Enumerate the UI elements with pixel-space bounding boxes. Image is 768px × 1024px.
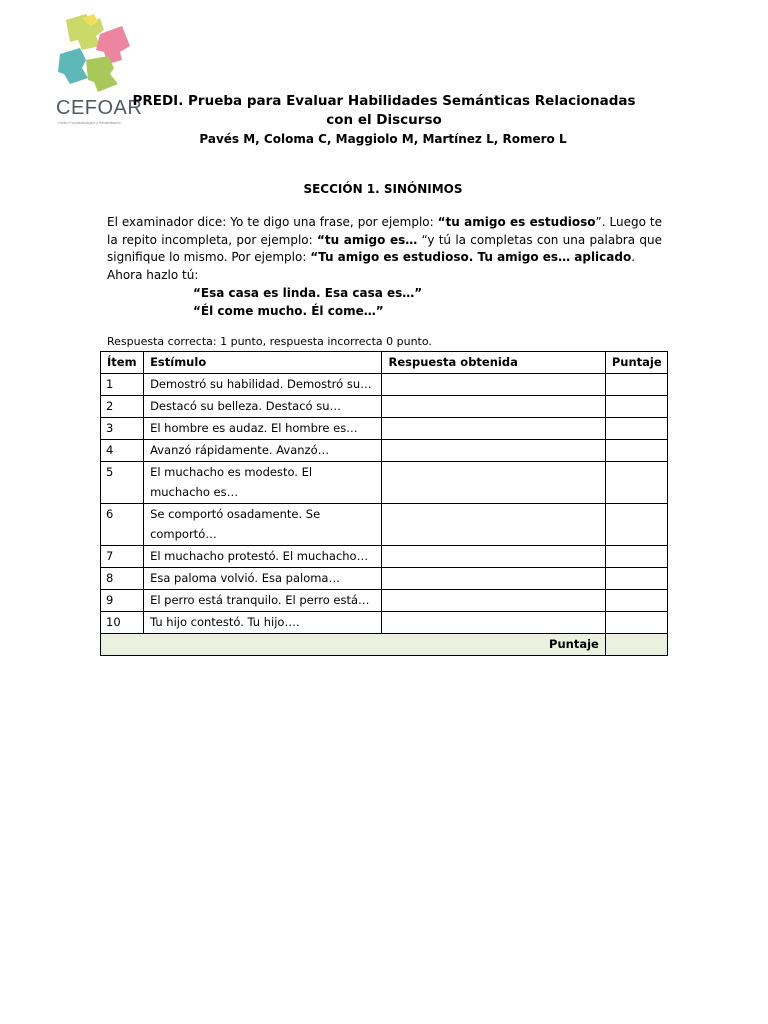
score-cell[interactable] xyxy=(605,590,667,612)
stimulus-cell: Avanzó rápidamente. Avanzó… xyxy=(144,440,382,462)
total-label: Puntaje xyxy=(101,634,606,656)
total-row xyxy=(101,634,668,656)
stimulus-cell: El muchacho protestó. El muchacho… xyxy=(144,546,382,568)
header-response: Respuesta obtenida xyxy=(382,352,605,374)
item-number: 4 xyxy=(101,440,144,462)
logo-subtext: Centro Fonoaudiológico y Rehabilitación xyxy=(58,121,121,125)
instructions-example-full: “tu amigo es estudioso xyxy=(437,215,596,229)
cefoar-logo xyxy=(56,12,143,130)
instructions-text: ”. Luego te la repito incompleta, por ejemplo: xyxy=(107,215,662,247)
logo-text: CEFOAR xyxy=(56,97,143,119)
stimulus-cell: Esa paloma volvió. Esa paloma… xyxy=(144,568,382,590)
item-number: 2 xyxy=(101,396,144,418)
stimulus-cell: El hombre es audaz. El hombre es… xyxy=(144,418,382,440)
stimulus-cell: Destacó su belleza. Destacó su… xyxy=(144,396,382,418)
table-row xyxy=(101,374,668,396)
header-stimulus: Estímulo xyxy=(144,352,382,374)
total-score-cell[interactable] xyxy=(605,634,667,656)
item-number: 8 xyxy=(101,568,144,590)
table-row xyxy=(101,612,668,634)
stimulus-cell: Demostró su habilidad. Demostró su… xyxy=(144,374,382,396)
item-number: 6 xyxy=(101,504,144,546)
instructions-example-answer: “Tu amigo es estudioso. Tu amigo es… aplicado xyxy=(310,250,632,264)
response-cell[interactable] xyxy=(382,440,605,462)
instructions-text: “y tú la completas con una palabra que signifique lo mismo. Por ejemplo: xyxy=(107,232,662,264)
item-number: 3 xyxy=(101,418,144,440)
item-number: 10 xyxy=(101,612,144,634)
instructions-text: El examinador dice: Yo te digo una frase, por ejemplo: xyxy=(107,215,438,229)
table-row xyxy=(101,396,668,418)
instructions-prompt: Ahora hazlo tú: xyxy=(107,267,199,282)
header-item: Ítem xyxy=(101,352,144,374)
table-header-row xyxy=(101,352,668,374)
table-row xyxy=(101,440,668,462)
score-cell[interactable] xyxy=(605,462,667,504)
item-number: 1 xyxy=(101,374,144,396)
response-cell[interactable] xyxy=(382,396,605,418)
item-number: 7 xyxy=(101,546,144,568)
scoring-note: Respuesta correcta: 1 punto, respuesta incorrecta 0 punto. xyxy=(107,335,432,348)
score-cell[interactable] xyxy=(605,374,667,396)
score-cell[interactable] xyxy=(605,396,667,418)
response-cell[interactable] xyxy=(382,546,605,568)
table-row xyxy=(101,546,668,568)
score-cell[interactable] xyxy=(605,440,667,462)
response-cell[interactable] xyxy=(382,462,605,504)
stimulus-cell: El perro está tranquilo. El perro está… xyxy=(144,590,382,612)
item-number: 5 xyxy=(101,462,144,504)
practice-example: “Esa casa es linda. Esa casa es…” xyxy=(193,286,423,300)
practice-examples xyxy=(193,284,593,320)
document-title: PREDI. Prueba para Evaluar Habilidades Semánticas Relacionadas con el Discurso xyxy=(132,93,636,128)
score-cell[interactable] xyxy=(605,418,667,440)
response-cell[interactable] xyxy=(382,504,605,546)
item-number: 9 xyxy=(101,590,144,612)
instructions-paragraph xyxy=(107,214,662,284)
instructions-example-incomplete: “tu amigo es… xyxy=(316,232,418,247)
puzzle-logo-icon xyxy=(56,12,138,98)
section-title: SECCIÓN 1. SINÓNIMOS xyxy=(303,182,463,196)
response-cell[interactable] xyxy=(382,418,605,440)
table-row xyxy=(101,418,668,440)
stimulus-cell: Tu hijo contestó. Tu hijo…. xyxy=(144,612,382,634)
response-cell[interactable] xyxy=(382,374,605,396)
practice-example: “Él come mucho. Él come…” xyxy=(193,304,384,318)
stimulus-cell: Se comportó osadamente. Se comportó… xyxy=(144,504,382,546)
score-cell[interactable] xyxy=(605,568,667,590)
response-cell[interactable] xyxy=(382,612,605,634)
stimulus-cell: El muchacho es modesto. El muchacho es… xyxy=(144,462,382,504)
response-cell[interactable] xyxy=(382,590,605,612)
header-score: Puntaje xyxy=(605,352,667,374)
score-cell[interactable] xyxy=(605,504,667,546)
table-row xyxy=(101,504,668,546)
score-cell[interactable] xyxy=(605,612,667,634)
table-row xyxy=(101,590,668,612)
score-cell[interactable] xyxy=(605,546,667,568)
instructions-text: . xyxy=(631,250,636,264)
document-authors: Pavés M, Coloma C, Maggiolo M, Martínez L, Romero L xyxy=(199,132,567,146)
response-cell[interactable] xyxy=(382,568,605,590)
table-row xyxy=(101,462,668,504)
table-row xyxy=(101,568,668,590)
responses-table xyxy=(100,351,668,656)
